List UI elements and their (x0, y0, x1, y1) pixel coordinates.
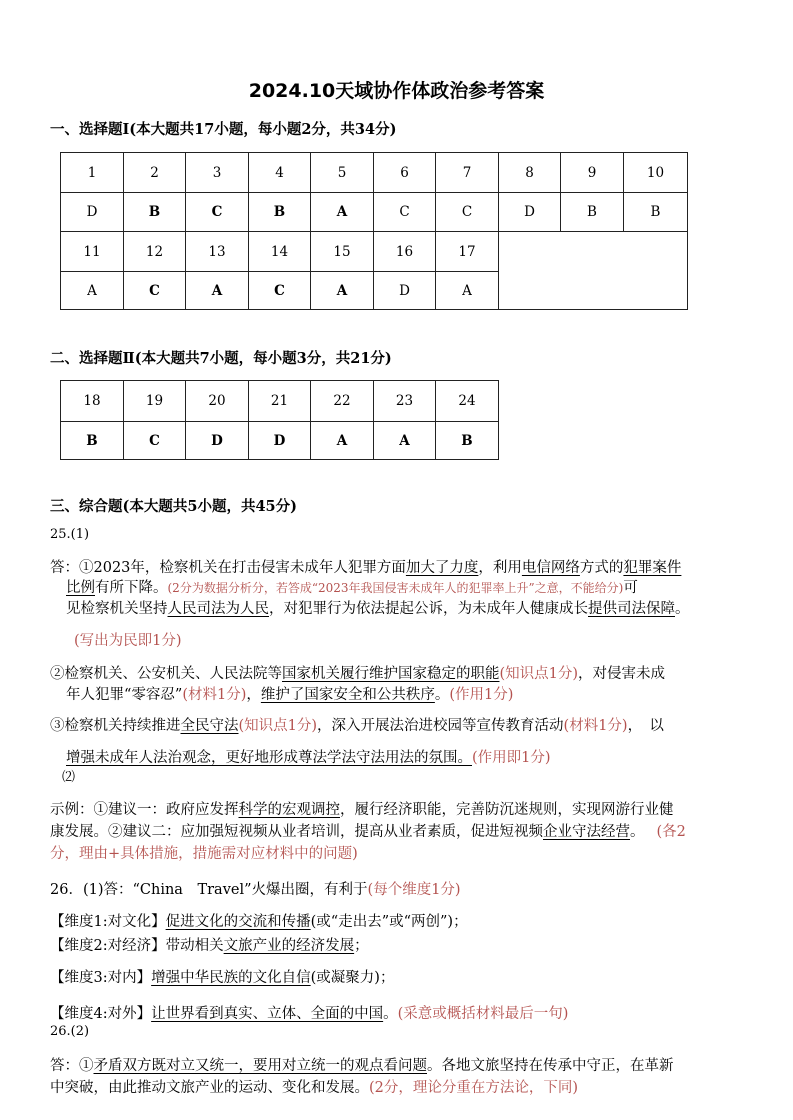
table-cell: B (561, 193, 624, 232)
answer-text: 。 (383, 1006, 398, 1022)
table-row-answers (61, 422, 499, 460)
table-cell: A (186, 272, 249, 310)
answer-text: 方式的 (579, 560, 624, 576)
table-cell: 16 (374, 232, 436, 272)
key-point: 人民司法为人民 (167, 601, 269, 617)
key-point: 维护了国家安全和公共秩序 (260, 687, 435, 703)
answer-text: ②检察机关、公安机关、人民法院等 (50, 666, 282, 682)
dimension-3 (50, 966, 394, 987)
key-point: 让世界看到真实、立体、全面的中国 (151, 1006, 384, 1022)
table-cell: 11 (61, 232, 124, 272)
table-cell: C (124, 422, 186, 460)
grading-note: (写出为民即1分) (74, 633, 182, 649)
example-line2 (50, 820, 686, 841)
table-cell: A (311, 422, 374, 460)
table-cell: D (61, 193, 124, 232)
table-cell: 1 (61, 153, 124, 193)
answer-text: (或“走出去”或“两创”)； (310, 914, 468, 930)
table-cell: C (124, 272, 186, 310)
question-25-1-label: 25.(1) (50, 527, 90, 542)
table-cell: 22 (311, 381, 374, 422)
section3-heading: 三、综合题(本大题共5小题，共45分) (50, 498, 297, 515)
key-point: 增强中华民族的文化自信 (151, 970, 311, 986)
answer-text: (或凝聚力)； (310, 970, 395, 986)
table-cell: 10 (624, 153, 688, 193)
key-point: 犯罪案件 (623, 560, 682, 576)
table-cell: D (499, 193, 561, 232)
example-line1 (50, 798, 674, 819)
answer-text: 。 (630, 824, 645, 840)
table-cell: C (374, 193, 436, 232)
table-cell: 18 (61, 381, 124, 422)
grading-note: (材料1分) (563, 718, 628, 734)
key-point: 企业守法经营 (543, 824, 630, 840)
table-cell: C (186, 193, 249, 232)
table-cell: D (249, 422, 311, 460)
answer-text: 见检察机关坚持 (66, 601, 168, 617)
grading-note: (2分为数据分析分，若答成“2023年我国侵害未成年人的犯罪率上升”之意，不能给分) (167, 581, 624, 595)
table-row-answers-1 (61, 193, 688, 232)
answer-25-1-point3-line2 (66, 746, 551, 767)
key-point: 提供司法保障 (588, 601, 675, 617)
answer-25-1-point2-line2 (66, 683, 513, 704)
key-point: 科学的宏观调控 (238, 802, 340, 818)
answer-text: ， 以 (627, 718, 664, 734)
grading-note: (采意或概括材料最后一句) (397, 1006, 569, 1022)
answer-26-2-line1 (50, 1054, 674, 1075)
grading-note: (知识点1分) (499, 666, 579, 682)
grading-note: 分，理由+具体措施，措施需对应材料中的问题) (50, 846, 358, 862)
table-row-numbers (61, 381, 499, 422)
dimension-2 (50, 934, 369, 955)
answer-25-1-line1 (50, 556, 681, 577)
dimension-1 (50, 910, 468, 931)
table-cell: B (249, 193, 311, 232)
key-point: 矛盾双方既对立又统一，要用对立统一的观点看问题 (93, 1058, 427, 1074)
answer-25-1-point2-line1 (50, 662, 665, 683)
table-cell: 21 (249, 381, 311, 422)
answer-text: 26．(1)答：“China Travel”火爆出圈，有利于 (50, 882, 368, 898)
answer-text: 【维度4:对外】 (50, 1006, 152, 1022)
answer-text: 年人犯罪“零容忍” (66, 687, 183, 703)
key-point: 国家机关履行维护国家稳定的职能 (282, 666, 500, 682)
answer-text: ③检察机关持续推进 (50, 718, 181, 734)
answer-text: 康发展。②建议二：应加强短视频从业者培训，提高从业者素质，促进短视频 (50, 824, 543, 840)
table-cell: A (374, 422, 436, 460)
answer-text: 答：① (50, 1058, 94, 1074)
table-cell: 9 (561, 153, 624, 193)
answer-text: 【维度1:对文化】 (50, 914, 166, 930)
key-point: 文旅产业的经济发展 (223, 938, 355, 954)
table-cell: C (249, 272, 311, 310)
table-cell: 2 (124, 153, 186, 193)
key-point: 加大了力度 (405, 560, 479, 576)
table-cell: 17 (436, 232, 499, 272)
table-cell: 15 (311, 232, 374, 272)
answer-25-1-line3 (66, 597, 690, 618)
answer-text: 。各地文旅坚持在传承中守正，在革新 (427, 1058, 674, 1074)
answer-text: 【维度2:对经济】带动相关 (50, 938, 224, 954)
answer-text: ，利用 (478, 560, 522, 576)
table-cell: B (624, 193, 688, 232)
answer-text: ，对侵害未成 (578, 666, 666, 682)
table-cell: 23 (374, 381, 436, 422)
table-cell: A (311, 193, 374, 232)
table-cell: D (186, 422, 249, 460)
table-cell: 12 (124, 232, 186, 272)
table-cell: 20 (186, 381, 249, 422)
table-cell: D (374, 272, 436, 310)
grading-note: (作用即1分) (472, 750, 551, 766)
question-26-2-label: 26.(2) (50, 1024, 90, 1039)
grading-note: (知识点1分) (238, 718, 318, 734)
table-cell: 5 (311, 153, 374, 193)
table-cell: B (61, 422, 124, 460)
grading-note: (材料1分) (182, 687, 247, 703)
dimension-4 (50, 1002, 568, 1023)
answer-table-1 (60, 152, 688, 310)
grading-note: (2分，理论分重在方法论，下同) (369, 1080, 579, 1096)
answer-text: 有所下降。 (95, 580, 168, 596)
table-cell: A (436, 272, 499, 310)
answer-text: ，履行经济职能，完善防沉迷规则，实现网游行业健 (340, 802, 674, 818)
table-cell: A (61, 272, 124, 310)
table-row-numbers-2 (61, 232, 688, 272)
page-title: 2024.10天域协作体政治参考答案 (248, 80, 545, 102)
table-cell: B (436, 422, 499, 460)
answer-text: ， (246, 687, 261, 703)
table-cell: 3 (186, 153, 249, 193)
answer-text: ； (354, 938, 369, 954)
table-empty-cell (499, 232, 688, 310)
section2-heading: 二、选择题Ⅱ(本大题共7小题，每小题3分，共21分) (50, 350, 392, 367)
key-point: 全民守法 (180, 718, 239, 734)
table-cell: 14 (249, 232, 311, 272)
table-cell: 19 (124, 381, 186, 422)
table-cell: 4 (249, 153, 311, 193)
answer-text: ，对犯罪行为依法提起公诉，为未成年人健康成长 (269, 601, 588, 617)
table-cell: 13 (186, 232, 249, 272)
answer-25-1-point3-line1 (50, 714, 664, 735)
grading-note: (各2 (656, 824, 686, 840)
key-point: 比例 (66, 580, 95, 596)
grading-note: (每个维度1分) (367, 882, 461, 898)
answer-text: 【维度3:对内】 (50, 970, 152, 986)
question-26-1 (50, 878, 461, 899)
key-point: 增强未成年人法治观念，更好地形成尊法学法守法用法的氛围。 (66, 750, 472, 766)
answer-table-2 (60, 380, 499, 460)
answer-text: 答：①2023年，检察机关在打击侵害未成年人犯罪方面 (50, 560, 406, 576)
answer-text: ，深入开展法治进校园等宣传教育活动 (317, 718, 564, 734)
answer-25-1-line2 (66, 576, 638, 597)
table-cell: 7 (436, 153, 499, 193)
section1-heading: 一、选择题Ⅰ(本大题共17小题，每小题2分，共34分) (50, 121, 397, 138)
question-25-2-label: ⑵ (62, 770, 76, 785)
answer-text: 。 (675, 601, 690, 617)
table-cell: B (124, 193, 186, 232)
answer-text: 中突破，由此推动文旅产业的运动、变化和发展。 (50, 1080, 369, 1096)
answer-text: 示例：①建议一：政府应发挥 (50, 802, 239, 818)
table-cell: 8 (499, 153, 561, 193)
answer-26-2-line2 (50, 1076, 578, 1097)
table-row-numbers-1 (61, 153, 688, 193)
key-point: 电信网络 (521, 560, 580, 576)
table-cell: A (311, 272, 374, 310)
key-point: 促进文化的交流和传播 (165, 914, 311, 930)
table-cell: C (436, 193, 499, 232)
table-cell: 24 (436, 381, 499, 422)
answer-text: 。 (434, 687, 450, 703)
grading-note: (作用1分) (449, 687, 514, 703)
table-cell: 6 (374, 153, 436, 193)
answer-text: 可 (623, 580, 638, 596)
